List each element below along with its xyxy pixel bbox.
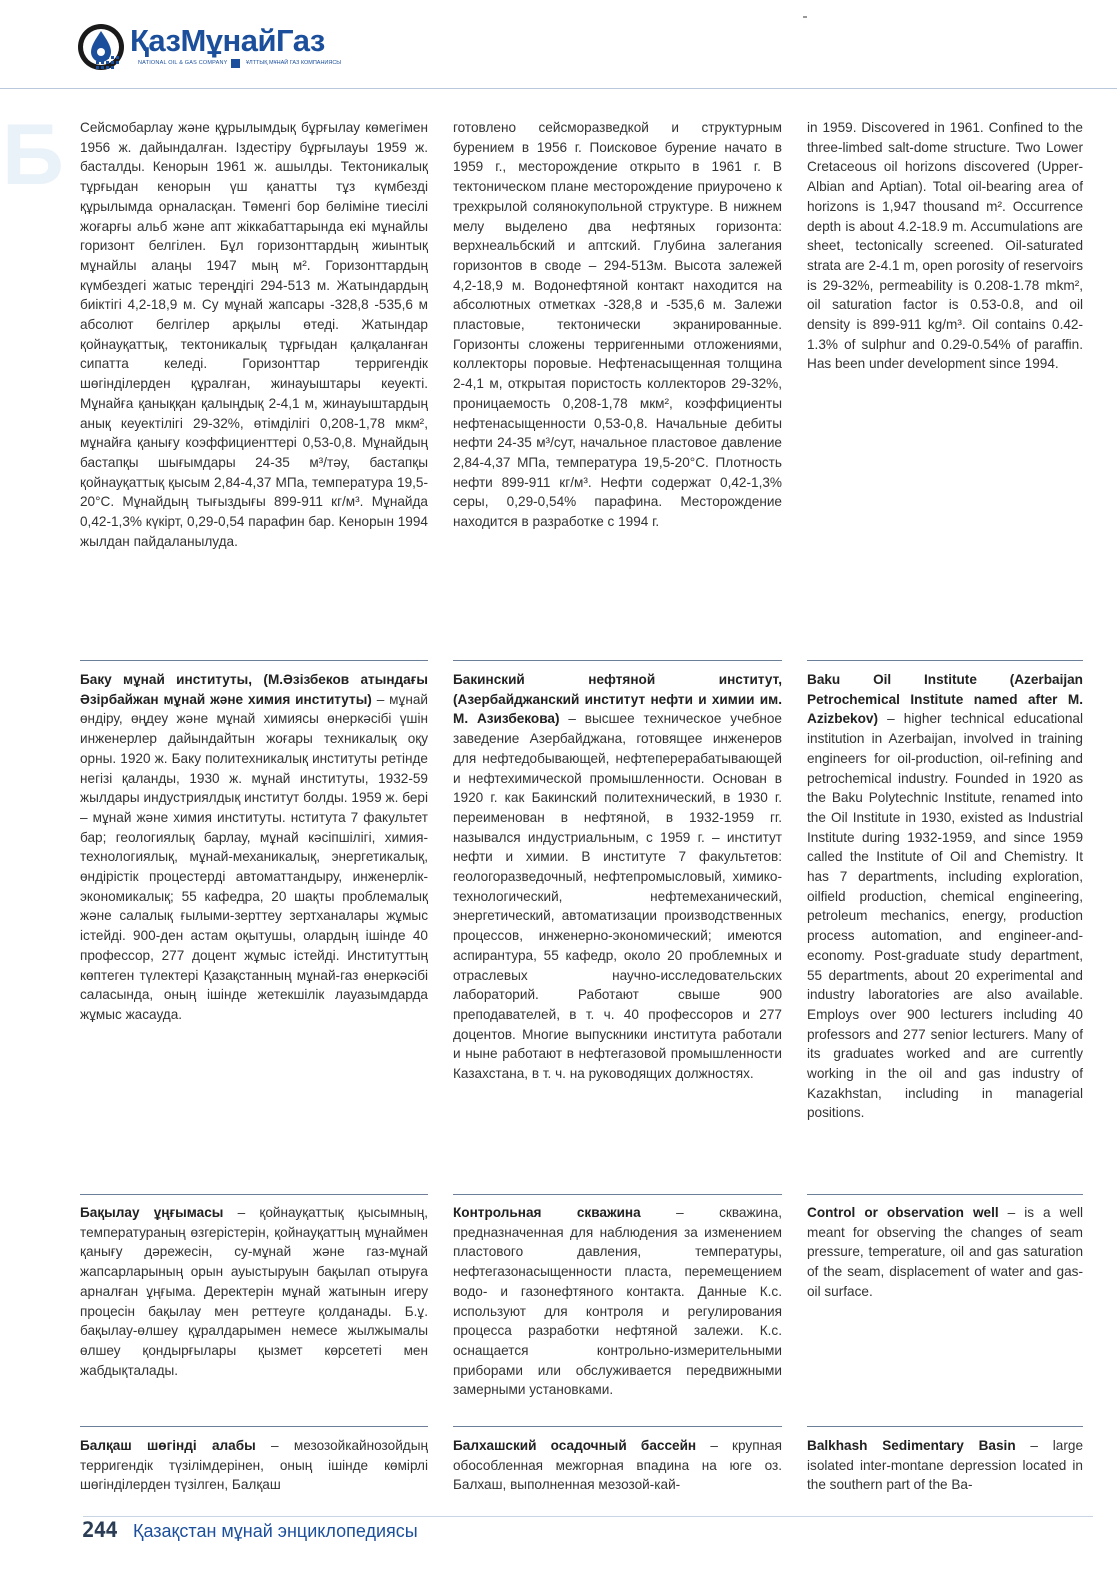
entry-ru-balkhash-basin: Балхашский осадочный бассейн – крупная обособленная межгорная впадина на юге оз. Балхаш, выполненная мезозой-кай-	[453, 1438, 783, 1493]
entry-kz-control-well: Бақылау ұңғымасы – қойнауқаттық қысымның, температураның өзгерістерін, қойнауқаттың мұнаймен қанығу дәрежесін, су-мұнай және газ-мұнай жапсарларының орын ауыстыруын бақылап отыруға арналған ұңғыма. Деректерін мұнай жатынын игеру процесін бақылау мен реттеуге қолданады. Б.ұ. бақылау-өлшеу құралдарымен немесе жылжымалы өлшеу қондырғылары қызмет көрсететі мен жабдықталады.	[80, 1205, 428, 1378]
entry-term: Baku Oil Institute (Azerbaijan Petrochemical Institute named after M. Azizbekov)	[807, 672, 1083, 727]
entry-term: Бақылау ұңғымасы	[80, 1205, 224, 1220]
footer-rule	[83, 1516, 1093, 1517]
entry-term: Баку мұнай институты, (М.Әзізбеков атындағы Әзірбайжан мұнай және химия институты)	[80, 672, 428, 707]
section-divider	[80, 660, 428, 661]
entry-en-continued: in 1959. Discovered in 1961. Confined to the three-limbed salt-dome structure. Two Lower Cretaceous oil horizons discovered (Upper-Albian and Aptian). Total oil-bearing area of horizons is 1,947 thousand m². Occurrence depth is about 4.2-18.9 m. Accumulations are sheet, tectonically screened. Oil-saturated strata are 2-4.1 m, open porosity of reservoirs is 29-32%, permeability is 0.208-1.78 mkm², oil saturation factor is 0.53-0.8, and oil density is 899-911 kg/m³. Oil contains 0.42-1.3% of sulphur and 0.29-0.54% of paraffin. Has been under development since 1994.	[807, 120, 1083, 372]
entry-en-baku-institute: Baku Oil Institute (Azerbaijan Petrochemical Institute named after M. Azizbekov) – higher technical educational institution in Azerbaijan, involved in training engineers for oil-production, oil-refining and petrochemical industry. Founded in 1920 as the Baku Polytechnic Institute, renamed into the Oil Institute in 1930, existed as Industrial Institute during 1932-1959, and since 1959 called the Institute of Oil and Chemistry. It has 7 departments, including exploration, oilfield production, chemical engineering, petroleum mechanics, energy, production process automation, and engineer-and-economy. Post-graduate study department, 55 departments, about 20 experimental and industry laboratories are also available. Employs over 900 lecturers including 40 professors and 277 senior lecturers. Many of its graduates worked and are currently working in the oil and gas industry of Kazakhstan, including in managerial positions.	[807, 672, 1083, 1121]
logo-title: ҚазМұнайГаз	[130, 23, 325, 58]
section-divider	[807, 1426, 1083, 1427]
logo-divider-square	[231, 59, 240, 68]
section-divider	[453, 660, 782, 661]
entry-term: Бакинский нефтяной институт, (Азербайджанский институт нефти и химии им. М. Азизбекова)	[453, 672, 782, 727]
entry-term: Балхашский осадочный бассейн	[453, 1438, 697, 1453]
entry-ru-baku-institute: Бакинский нефтяной институт, (Азербайджанский институт нефти и химии им. М. Азизбекова) – высшее техническое учебное заведение Азербайджана, готовящее инженеров для нефтедобывающей, нефтеперерабатывающей и нефтехимической промышленности. Основан в 1920 г. как Бакинский политехнический, в 1930 г. переименован в нефтяной, в 1932-1959 гг. назывался индустриальным, с 1959 г. – институт нефти и химии. В институте 7 факультетов: геологоразведочный, нефтепромысловый, химико-технологический, нефтемеханический, энергетический, автоматизации производственных процессов, инженерно-экономический; имеются аспирантура, 55 кафедр, около 20 проблемных и отраслевых научно-исследовательских лабораторий. Работают свыше 900 преподавателей, в т. ч. 40 профессоров и 277 доцентов. Многие выпускники института работали и ныне работают в нефтегазовой промышленности Казахстана, в т. ч. на руководящих должностях.	[453, 672, 782, 1082]
entry-ru-continued: готовлено сейсморазведкой и структурным бурением в 1956 г. Поисковое бурение начато в 1959 г., месторождение открыто в 1961 г. В тектоническом плане месторождение приурочено к трехкрылой солянокупольной структуре. В нижнем мелу выделено два нефтяных горизонта: верхнеальбский и аптский. Глубина залегания горизонтов в своде – 294-513м. Высота залежей 4,2-18,9 м. Водонефтяной контакт находится на абсолютных отметках -328,8 и -535,6 м. Залежи пластовые, тектонически экранированные. Горизонты сложены терригенными отложениями, коллекторы поровые. Нефтенасыщенная толщина 2-4,1 м, открытая пористость коллекторов 29-32%, проницаемость 0,208-1,78 мкм², коэффициенты нефтенасыщенности 0,53-0,8. Начальные дебиты нефти 24-35 м³/сут, начальное пластовое давление 2,84-4,37 МПа, температура 19,5-20°С. Плотность нефти 899-911 кг/м³. Нефти содержат 0,42-1,3% серы, 0,29-0,54% парафина. Месторождение находится в разработке с 1994 г.	[453, 120, 782, 530]
entry-term: Control or observation well	[807, 1205, 999, 1220]
page-number: 244	[82, 1518, 117, 1542]
header-rule	[0, 88, 1117, 89]
section-divider	[453, 1194, 782, 1195]
logo-grid-icon	[96, 56, 124, 74]
entry-term: Балқаш шөгінді алабы	[80, 1438, 256, 1453]
entry-kz-balkhash-basin: Балқаш шөгінді алабы – мезозойкайнозойдың терригендік түзілімдерінен, оның ішінде көмірлі шөгінділерден түзілген, Балқаш	[80, 1438, 428, 1493]
entry-kz-continued: Сейсмобарлау және құрылымдық бұрғылау көмегімен 1956 ж. дайындалған. Іздестіру бұрғылауы 1959 ж. басталды. Кенорын 1961 ж. ашылды. Тектоникалық тұрғыдан кенорын үш қанатты тұз күмбезді құрылымда орналасқан. Төменгі бор бөліміне тиесілі жоғарғы альб және апт жіккабаттарында екі мұнайлы горизонт белгілен. Бұл горизонттардың жиынтық мұнайлы алаңы 1947 мың м². Горизонттардың күмбездегі жатыс тереңдігі 294-513 м. Жатындардың биіктігі 4,2-18,9 м. Су мұнай жапсары -328,8 -535,6 м абсолют белгілер арқылы өтеді. Жатындар қойнауқаттық, тектоникалық тұрғыдан қалқаланған сипатта келеді. Горизонттар терригендік шөгінділерден құралған, жинауыштары кеуекті. Мұнайға қаныққан қалыңдық 2-4,1 м, жинауыштардың анық кеуектілігі 29-32%, өтімділігі 0,208-1,78 мкм², мұнайға қанығу коэффициенттері 0,53-0,8. Мұнайдың бастапқы шығымдары 24-35 м³/тәу, бастапқы қойнауқаттық қысым 2,84-4,37 МПа, температура 19,5-20°С. Мұнайдың тығыздығы 899-911 кг/м³. Мұнайда 0,42-1,3% күкірт, 0,29-0,54 парафин бар. Кенорын 1994 жылдан пайдаланылуда.	[80, 120, 428, 549]
section-divider	[807, 1194, 1083, 1195]
section-divider	[80, 1426, 428, 1427]
entry-term: Контрольная скважина	[453, 1205, 641, 1220]
section-divider	[80, 1194, 428, 1195]
section-divider	[807, 660, 1083, 661]
entry-en-balkhash-basin: Balkhash Sedimentary Basin – large isolated inter-montane depression located in the southern part of the Ba-	[807, 1438, 1084, 1493]
book-title: Қазақстан мұнай энциклопедиясы	[133, 1521, 418, 1541]
logo-subtitle-right: ҰЛТТЫҚ МҰНАЙ ГАЗ КОМПАНИЯСЫ	[246, 60, 342, 66]
section-letter: Б	[2, 107, 64, 203]
entry-kz-baku-institute: Баку мұнай институты, (М.Әзізбеков атындағы Әзірбайжан мұнай және химия институты) – мұнай өндіру, өңдеу және мұнай химиясы өнеркәсібі үшін инженерлер дайындайтын жоғары техникалық оқу орны. 1920 ж. Баку политехникалық институты ретінде негізі қаланды, 1930 ж. мұнай институты, 1932-59 жылдары индустриялдық институт болды. 1959 ж. бері – мұнай және химия институты. нститута 7 факультет бар; геологиялық барлау, мұнай кәсіпшілігі, химия-технологиялық, мұнай-механикалық, энергетикалық, өндірістік процестерді автоматтандыру, инженерлік-экономикалық; 55 кафедра, 20 шақты проблемалық және салалық ғылыми-зерттеу зертханалары жұмыс істейді. 900-ден астам оқытушы, олардың ішінде 40 профессор, 277 доцент жұмыс істейді. Институттың көптеген түлектері Қазақстанның мұнай-газ өнеркәсібі саласында, оның ішінде жетекшілік лауазымдарда жұмыс жасауда.	[80, 672, 428, 1022]
page-header	[0, 0, 1117, 90]
entry-ru-control-well: Контрольная скважина – скважина, предназначенная для наблюдения за изменением пластового давления, температуры, нефтегазонасыщенности пласта, перемещением водо- и газонефтяного контакта. Данные К.с. используют для контроля и регулирования процесса разработки нефтяной залежи. К.с. оснащается контрольно-измерительными приборами или обслуживается передвижными замерными установками.	[453, 1205, 782, 1398]
section-divider	[453, 1426, 782, 1427]
entry-term: Balkhash Sedimentary Basin	[807, 1438, 1016, 1453]
logo-subtitle-left: NATIONAL OIL & GAS COMPANY	[138, 60, 228, 66]
entry-en-control-well: Control or observation well – is a well meant for observing the changes of seam pressure, temperature, oil and gas saturation of the seam, displacement of water and gas-oil surface.	[807, 1205, 1084, 1299]
scan-mark	[803, 16, 807, 18]
